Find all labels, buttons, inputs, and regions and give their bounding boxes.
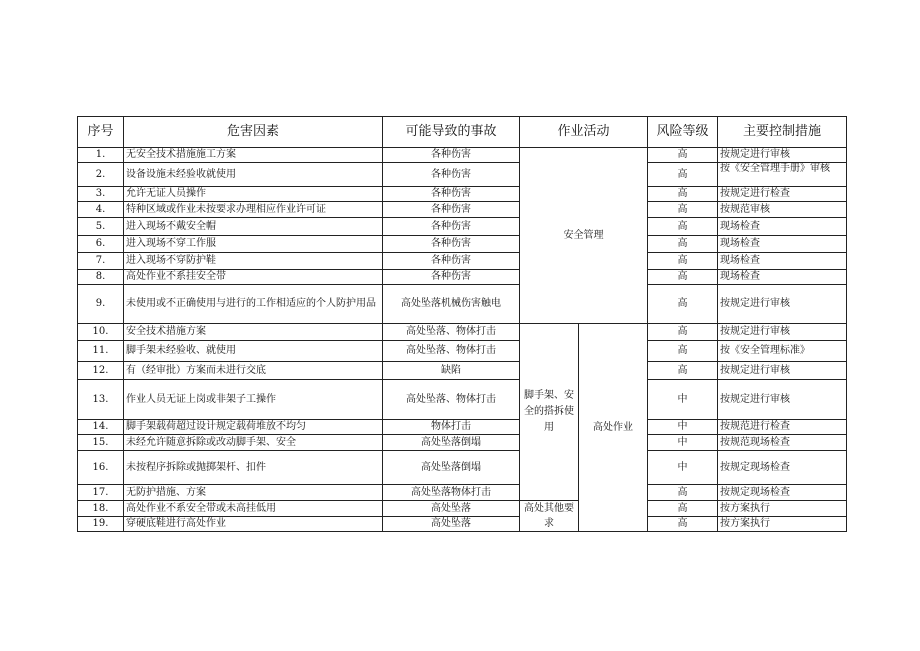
row-no: 15.	[78, 435, 124, 451]
row-level: 高	[648, 218, 718, 236]
row-no: 14.	[78, 420, 124, 435]
table-row	[78, 485, 847, 501]
row-level: 中	[648, 420, 718, 435]
row-measure: 现场检查	[718, 270, 847, 285]
row-measure: 按规定进行检查	[718, 187, 847, 202]
row-hazard: 进入现场不穿防护鞋	[124, 253, 383, 270]
row-no: 17.	[78, 485, 124, 501]
row-no: 12.	[78, 362, 124, 380]
row-measure: 按方案执行	[718, 501, 847, 517]
header-hazard: 危害因素	[124, 117, 383, 148]
table-row	[78, 253, 847, 270]
risk-table	[77, 116, 847, 532]
row-hazard: 脚手架未经验收、就使用	[124, 341, 383, 362]
activity-high-work: 高处作业	[579, 324, 648, 532]
row-hazard: 特种区域或作业未按要求办理相应作业许可证	[124, 202, 383, 218]
table-row	[78, 236, 847, 253]
row-level: 高	[648, 202, 718, 218]
table-row	[78, 148, 847, 163]
row-no: 18.	[78, 501, 124, 517]
row-no: 13.	[78, 380, 124, 420]
row-hazard: 无防护措施、方案	[124, 485, 383, 501]
row-measure: 按规定进行审核	[718, 362, 847, 380]
row-hazard: 穿硬底鞋进行高处作业	[124, 517, 383, 532]
row-accident: 高处坠落	[383, 501, 520, 517]
row-no: 4.	[78, 202, 124, 218]
row-measure: 按规定现场检查	[718, 485, 847, 501]
row-measure: 按规范进行检查	[718, 420, 847, 435]
header-measure: 主要控制措施	[718, 117, 847, 148]
row-hazard: 高处作业不系挂安全带	[124, 270, 383, 285]
header-row	[78, 117, 847, 148]
table-row	[78, 270, 847, 285]
row-accident: 高处坠落机械伤害触电	[383, 285, 520, 324]
row-no: 10.	[78, 324, 124, 341]
row-level: 高	[648, 270, 718, 285]
row-accident: 各种伤害	[383, 253, 520, 270]
table-row	[78, 218, 847, 236]
row-accident: 各种伤害	[383, 218, 520, 236]
row-accident: 高处坠落、物体打击	[383, 341, 520, 362]
row-accident: 高处坠落、物体打击	[383, 324, 520, 341]
row-measure: 按规定进行审核	[718, 148, 847, 163]
row-measure: 现场检查	[718, 218, 847, 236]
table-row	[78, 163, 847, 187]
row-accident: 高处坠落、物体打击	[383, 380, 520, 420]
row-accident: 各种伤害	[383, 202, 520, 218]
row-level: 高	[648, 148, 718, 163]
row-no: 8.	[78, 270, 124, 285]
row-accident: 高处坠落物体打击	[383, 485, 520, 501]
table-row	[78, 324, 847, 341]
row-hazard: 高处作业不系安全带或未高挂低用	[124, 501, 383, 517]
row-measure: 按规定现场检查	[718, 451, 847, 485]
header-activity: 作业活动	[520, 117, 648, 148]
row-measure: 按规范审核	[718, 202, 847, 218]
activity-high-other: 高处其他要求	[520, 501, 579, 532]
row-level: 高	[648, 362, 718, 380]
row-no: 2.	[78, 163, 124, 187]
row-accident: 高处坠落倒塌	[383, 435, 520, 451]
row-measure: 按规范现场检查	[718, 435, 847, 451]
row-hazard: 有（经审批）方案而未进行交底	[124, 362, 383, 380]
row-accident: 各种伤害	[383, 187, 520, 202]
row-level: 中	[648, 435, 718, 451]
row-accident: 各种伤害	[383, 148, 520, 163]
row-measure: 按规定进行审核	[718, 324, 847, 341]
row-hazard: 脚手架载荷超过设计规定载荷堆放不均匀	[124, 420, 383, 435]
table-row	[78, 285, 847, 324]
table-row	[78, 517, 847, 532]
header-no: 序号	[78, 117, 124, 148]
row-hazard: 未按程序拆除或抛掷架杆、扣件	[124, 451, 383, 485]
row-level: 高	[648, 163, 718, 187]
row-level: 高	[648, 285, 718, 324]
activity-safety-management: 安全管理	[520, 148, 648, 324]
row-hazard: 未使用或不正确使用与进行的工作相适应的个人防护用品	[124, 285, 383, 324]
row-no: 11.	[78, 341, 124, 362]
row-hazard: 无安全技术措施施工方案	[124, 148, 383, 163]
table-row	[78, 202, 847, 218]
row-level: 高	[648, 485, 718, 501]
table-row	[78, 435, 847, 451]
row-hazard: 未经允许随意拆除或改动脚手架、安全	[124, 435, 383, 451]
table-row	[78, 362, 847, 380]
row-measure: 现场检查	[718, 253, 847, 270]
row-accident: 高处坠落倒塌	[383, 451, 520, 485]
row-hazard: 作业人员无证上岗或非架子工操作	[124, 380, 383, 420]
row-measure: 按《安全管理手册》审核	[718, 163, 847, 187]
row-level: 中	[648, 451, 718, 485]
activity-scaffold: 脚手架、安全的搭拆使用	[520, 324, 579, 501]
row-level: 中	[648, 380, 718, 420]
row-measure: 按《安全管理标准》	[718, 341, 847, 362]
row-measure: 按规定进行审核	[718, 285, 847, 324]
row-hazard: 允许无证人员操作	[124, 187, 383, 202]
table-row	[78, 501, 847, 517]
header-level: 风险等级	[648, 117, 718, 148]
row-accident: 各种伤害	[383, 270, 520, 285]
row-no: 19.	[78, 517, 124, 532]
table-row	[78, 420, 847, 435]
row-level: 高	[648, 187, 718, 202]
table-row	[78, 341, 847, 362]
row-level: 高	[648, 236, 718, 253]
row-measure: 按方案执行	[718, 517, 847, 532]
row-no: 7.	[78, 253, 124, 270]
row-accident: 缺陷	[383, 362, 520, 380]
header-accident: 可能导致的事故	[383, 117, 520, 148]
row-no: 9.	[78, 285, 124, 324]
row-no: 3.	[78, 187, 124, 202]
row-hazard: 安全技术措施方案	[124, 324, 383, 341]
table-row	[78, 380, 847, 420]
row-level: 高	[648, 501, 718, 517]
row-accident: 各种伤害	[383, 236, 520, 253]
row-level: 高	[648, 324, 718, 341]
row-no: 1.	[78, 148, 124, 163]
row-hazard: 进入现场不戴安全帽	[124, 218, 383, 236]
row-hazard: 进入现场不穿工作服	[124, 236, 383, 253]
table-row	[78, 451, 847, 485]
row-no: 5.	[78, 218, 124, 236]
row-measure: 现场检查	[718, 236, 847, 253]
row-level: 高	[648, 341, 718, 362]
row-accident: 各种伤害	[383, 163, 520, 187]
row-hazard: 设备设施未经验收就使用	[124, 163, 383, 187]
row-no: 16.	[78, 451, 124, 485]
row-level: 高	[648, 253, 718, 270]
row-accident: 高处坠落	[383, 517, 520, 532]
table-row	[78, 187, 847, 202]
row-accident: 物体打击	[383, 420, 520, 435]
row-level: 高	[648, 517, 718, 532]
row-no: 6.	[78, 236, 124, 253]
row-measure: 按规定进行审核	[718, 380, 847, 420]
